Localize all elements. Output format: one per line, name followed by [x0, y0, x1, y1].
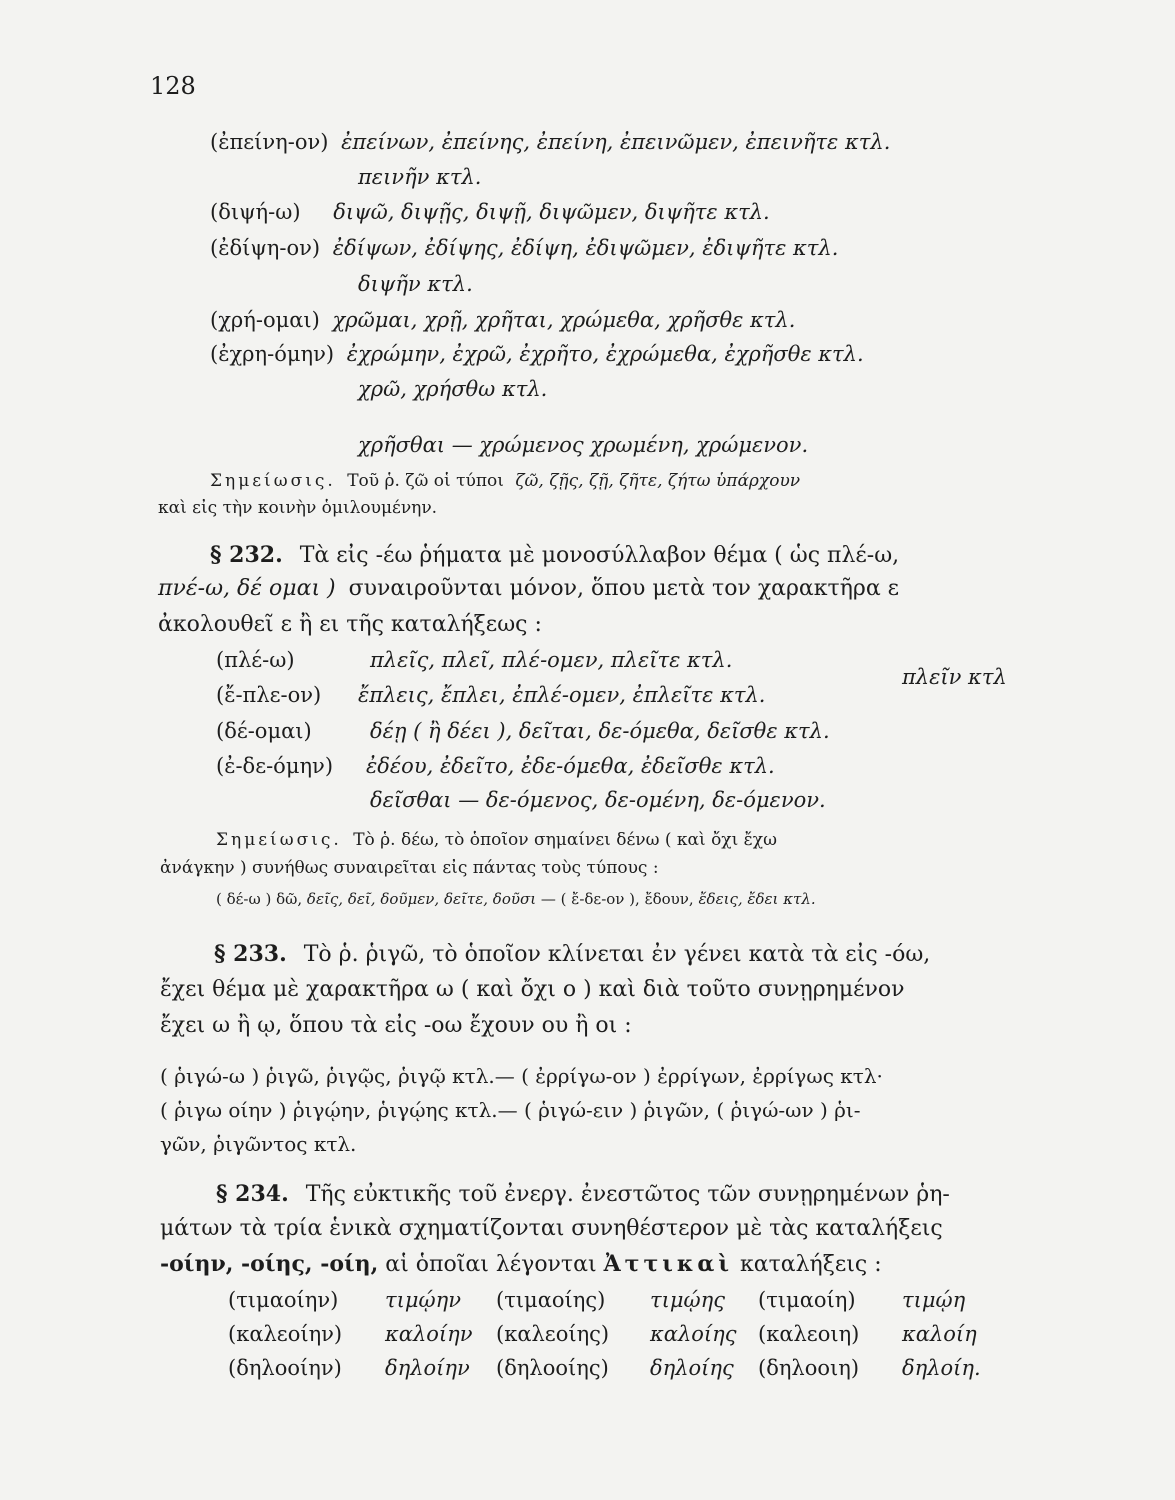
- section-line: πνέ-ω, δέ ομαι ) συναιροῦνται μόνον, ὅπου μετὰ τον χαρακτῆρα ε: [158, 576, 900, 601]
- table-cell: (δηλοοίης): [496, 1356, 609, 1380]
- table-cell: δηλοίη.: [902, 1356, 981, 1380]
- table-cell: τιμῴην: [385, 1288, 461, 1312]
- table-cell: δηλοίην: [385, 1356, 470, 1380]
- paradigm-line: [210, 198, 770, 226]
- section-233: § 233. Τὸ ῥ. ῥιγῶ, τὸ ὁποῖον κλίνεται ἐν γένει κατὰ τὰ εἰς -όω,: [214, 941, 931, 967]
- table-cell: (τιμαοίη): [758, 1288, 856, 1312]
- section-line: ( ῥιγω οίην ) ῥιγῴην, ῥιγῴης κτλ.— ( ῥιγώ-ειν ) ῥιγῶν, ( ῥιγώ-ων ) ῥι-: [160, 1098, 861, 1122]
- paradigm-forms: ἔπλεις, ἔπλει, ἐπλέ-ομεν, ἐπλεῖτε κτλ.: [358, 683, 766, 707]
- stem-label: (χρή-ομαι): [210, 308, 320, 332]
- table-cell: τιμῴη: [902, 1288, 966, 1312]
- paradigm-line: χρῆσθαι — χρώμενος χρωμένη, χρώμενον.: [358, 433, 809, 457]
- paradigm-line: πεινῆν κτλ.: [358, 165, 482, 189]
- table-cell: καλοίης: [650, 1322, 737, 1346]
- table-cell: καλοίη: [902, 1322, 977, 1346]
- note-heading: Σημείωσις.: [216, 830, 342, 850]
- section-number: § 232.: [210, 542, 283, 568]
- table-cell: (καλεοιη): [758, 1322, 860, 1346]
- verb-forms: ἐδίψων, ἐδίψης, ἐδίψη, ἐδιψῶμεν, ἐδιψῆτε κτλ.: [332, 236, 839, 260]
- paradigm-label: (δέ-ομαι): [216, 719, 312, 743]
- table-cell: τιμῴης: [650, 1288, 725, 1312]
- verb-forms: ἐπείνων, ἐπείνης, ἐπείνη, ἐπεινῶμεν, ἐπεινῆτε κτλ.: [341, 130, 891, 154]
- note-heading: Σημείωσις.: [210, 471, 336, 491]
- table-cell: (δηλοοιη): [758, 1356, 860, 1380]
- paradigm-label: (ἐ-δε-όμην): [216, 754, 334, 778]
- section-line: ἔχει θέμα μὲ χαρακτῆρα ω ( καὶ ὄχι ο ) καὶ διὰ τοῦτο συνῃρημένον: [160, 977, 905, 1002]
- table-cell: δηλοίης: [650, 1356, 734, 1380]
- section-line: -οίην, -οίης, -οίη, αἱ ὁποῖαι λέγονται Ἀττικαὶ καταλήξεις :: [160, 1251, 882, 1277]
- paradigm-label: (πλέ-ω): [216, 648, 295, 672]
- verb-forms: διψῶ, διψῇς, διψῇ, διψῶμεν, διψῆτε κτλ.: [333, 200, 770, 224]
- table-cell: (καλεοίην): [228, 1322, 343, 1346]
- note: Σημείωσις. Τοῦ ῥ. ζῶ οἱ τύποι ζῶ, ζῇς, ζῇ, ζῆτε, ζήτω ὑπάρχουν: [210, 471, 801, 491]
- note: Σημείωσις. Τὸ ῥ. δέω, τὸ ὁποῖον σημαίνει δένω ( καὶ ὄχι ἔχω: [216, 830, 777, 850]
- stem-label: (διψή-ω): [210, 200, 301, 224]
- paradigm-line: χρῶ, χρήσθω κτλ.: [358, 377, 548, 401]
- paradigm-line: διψῆν κτλ.: [358, 272, 473, 296]
- paradigm-line: [210, 306, 795, 334]
- table-cell: καλοίην: [385, 1322, 473, 1346]
- table-cell: (τιμαοίης): [496, 1288, 606, 1312]
- section-line: ἔχει ω ἢ ῳ, ὅπου τὰ εἰς -οω ἔχουν ου ἢ οι :: [160, 1013, 632, 1038]
- paradigm-forms: δέῃ ( ἢ δέει ), δεῖται, δε-όμεθα, δεῖσθε κτλ.: [370, 719, 830, 743]
- stem-label: (ἐχρη-όμην): [210, 342, 335, 366]
- paradigm-line: [210, 234, 838, 262]
- page-number: 128: [150, 72, 196, 100]
- verb-forms: χρῶμαι, χρῇ, χρῆται, χρώμεθα, χρῆσθε κτλ.: [332, 308, 796, 332]
- stem-label: (ἐπείνη-ον): [210, 130, 329, 154]
- paradigm-forms: ἐδέου, ἐδεῖτο, ἐδε-όμεθα, ἐδεῖσθε κτλ.: [366, 754, 775, 778]
- note-line: ( δέ-ω ) δῶ, δεῖς, δεῖ, δοῦμεν, δεῖτε, δοῦσι — ( ἔ-δε-ον ), ἔδουν, ἔδεις, ἔδει κτλ.: [216, 890, 816, 908]
- table-cell: (καλεοίης): [496, 1322, 610, 1346]
- section-line: μάτων τὰ τρία ἑνικὰ σχηματίζονται συνηθέστερον μὲ τὰς καταλήξεις: [160, 1216, 943, 1241]
- verb-forms: ἐχρώμην, ἐχρῶ, ἐχρῆτο, ἐχρώμεθα, ἐχρῆσθε κτλ.: [346, 342, 864, 366]
- section-line: ( ῥιγώ-ω ) ῥιγῶ, ῥιγῷς, ῥιγῷ κτλ.— ( ἐρρίγω-ον ) ἐρρίγων, ἐρρίγως κτλ·: [160, 1064, 883, 1088]
- paradigm-label: (ἔ-πλε-ον): [216, 683, 322, 707]
- paradigm-line: [210, 128, 890, 156]
- note-line: ἀνάγκην ) συνήθως συναιρεῖται εἰς πάντας τοὺς τύπους :: [160, 858, 659, 878]
- paradigm-forms: δεῖσθαι — δε-όμενος, δε-ομένη, δε-όμενον.: [370, 788, 826, 812]
- paradigm-forms: πλεῖς, πλεῖ, πλέ-ομεν, πλεῖτε κτλ.: [370, 648, 733, 672]
- paradigm-line: [210, 340, 864, 368]
- table-cell: (δηλοοίην): [228, 1356, 342, 1380]
- section-234: § 234. Τῆς εὐκτικῆς τοῦ ἐνεργ. ἐνεστῶτος τῶν συνῃρημένων ῥη-: [216, 1181, 950, 1207]
- section-line: γῶν, ῥιγῶντος κτλ.: [160, 1132, 357, 1156]
- section-232: § 232. Τὰ εἰς -έω ῥήματα μὲ μονοσύλλαβον θέμα ( ὡς πλέ-ω,: [210, 542, 900, 568]
- section-line: ἀκολουθεῖ ε ἢ ει τῆς καταλήξεως :: [158, 612, 542, 637]
- note-line: καὶ εἰς τὴν κοινὴν ὁμιλουμένην.: [158, 498, 438, 518]
- table-cell: (τιμαοίην): [228, 1288, 339, 1312]
- section-number: § 233.: [214, 941, 287, 967]
- paradigm-forms: πλεῖν κτλ: [902, 665, 1007, 689]
- section-number: § 234.: [216, 1181, 289, 1207]
- stem-label: (ἐδίψη-ον): [210, 236, 321, 260]
